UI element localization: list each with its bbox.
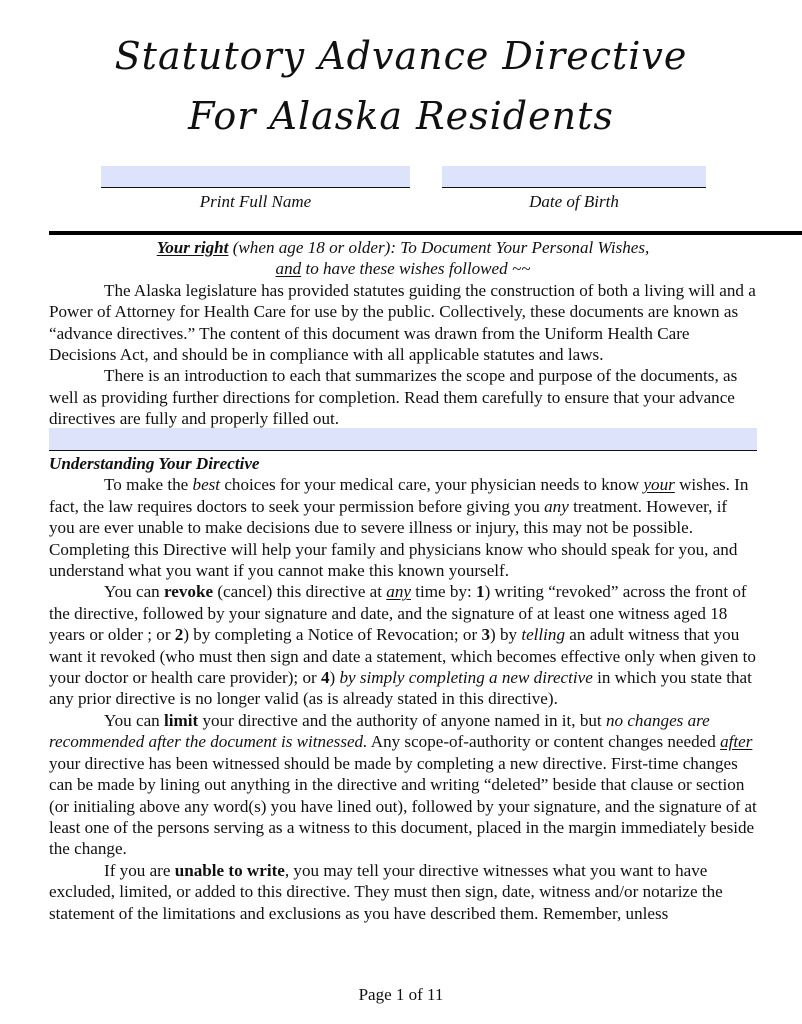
- and-emphasis: and: [275, 259, 302, 279]
- revoke-paragraph: You can revoke (cancel) this directive at any time by: 1) writing “revoked” across the front of the directive, followed by your signature and date, and the signature of at least one witness aged 18 years or older ; or 2) by completing a Notice of Revocation; or 3) by telling an adult witness that you want it revoked (who must then sign and date a statement, which becomes effective only when given to your doctor or health care provider); or 4) by simply completing a new directive in which you state that any prior directive is no longer valid (as is already stated in this directive).: [49, 582, 756, 709]
- intro-section: [49, 237, 757, 430]
- fillable-text-field[interactable]: [49, 428, 757, 451]
- your-right-emphasis: Your right: [156, 238, 229, 257]
- fillable-text-input[interactable]: [49, 428, 761, 452]
- date-of-birth-field[interactable]: [442, 166, 706, 188]
- intro-paragraph-1: The Alaska legislature has provided statutes guiding the construction of both a living will and a Power of Attorney for Health Care for use by the public. Collectively, these documents are known as “advance directives.” The content of this document was drawn from the Uniform Health Care Decisions Act, and should be in compliance with all applicable statutes and laws.: [49, 280, 756, 365]
- full-name-label: Print Full Name: [199, 192, 312, 211]
- unable-to-write-paragraph: If you are unable to write, you may tell your directive witnesses what you want to have excluded, limited, or added to this directive. They must then sign, date, witness and/or notarize the statement of the limitations and exclusions as you have described them. Remember, unless: [49, 860, 723, 923]
- full-name-input[interactable]: [101, 166, 410, 187]
- intro-heading-2-text: to have these wishes followed ~~: [301, 259, 531, 279]
- understanding-heading: Understanding Your Directive: [49, 454, 260, 473]
- understanding-section: [49, 453, 757, 924]
- limit-paragraph: You can limit your directive and the authority of anyone named in it, but no changes are recommended after the document is witnessed. Any scope-of-authority or content changes needed after your directive has been witnessed should be made by completing a new directive. First-time changes can be made by lining out anything in the directive and writing “deleted” beside that clause or section (or initialing above any word(s) you have lined out), followed by your signature, and the signature of at least one of the persons serving as a witness to this document, placed in the margin immediately beside the change.: [49, 710, 757, 859]
- title-line-2: For Alaska Residents: [188, 94, 614, 138]
- intro-heading: [49, 237, 757, 258]
- intro-paragraph-2: There is an introduction to each that summarizes the scope and purpose of the documents, as well as providing further directions for completion. Read them carefully to ensure that your advance directives are fully and properly filled out.: [49, 366, 738, 429]
- page-number: Page 1 of 11: [358, 985, 444, 1004]
- date-of-birth-input[interactable]: [442, 166, 706, 187]
- understanding-paragraph-1: To make the best choices for your medical care, your physician needs to know your wishes. In fact, the law requires doctors to seek your permission before giving you any treatment. However, if you are ever unable to make decisions due to severe illness or injury, this may not be possible. Completing this Directive will help your family and physicians know who should speak for you, and understand what you want if you cannot make this known yourself.: [49, 475, 749, 581]
- date-of-birth-label: Date of Birth: [529, 192, 619, 211]
- full-name-field[interactable]: [101, 166, 410, 188]
- intro-heading-2: [49, 258, 757, 279]
- intro-heading-text: (when age 18 or older): To Document Your Personal Wishes,: [228, 238, 650, 257]
- title-line-1: Statutory Advance Directive: [114, 34, 688, 78]
- section-divider: [49, 231, 802, 235]
